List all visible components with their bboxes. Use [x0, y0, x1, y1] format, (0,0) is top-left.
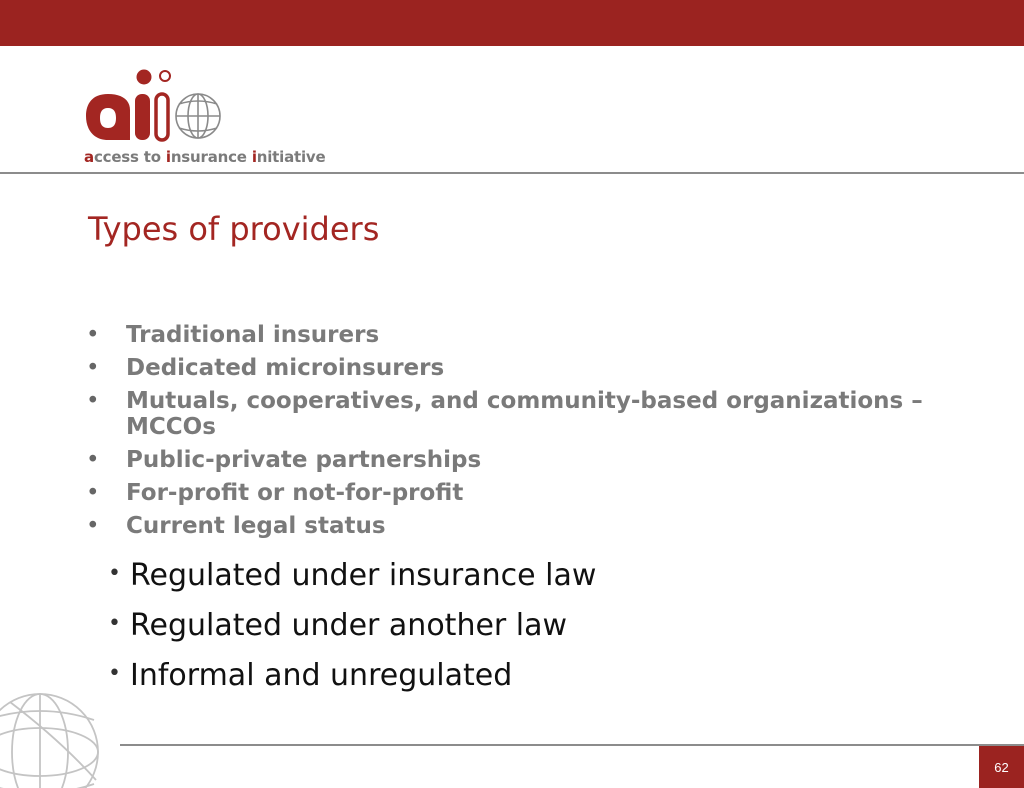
bullet-item: • Current legal status	[86, 513, 386, 539]
footer-divider	[120, 744, 1024, 746]
sub-bullet-glyph: •	[108, 661, 121, 686]
logo-letter-a	[86, 94, 130, 140]
sub-bullet-glyph: •	[108, 611, 121, 636]
bullet-item: • Public-private partnerships	[86, 447, 482, 473]
bullet-glyph: •	[86, 355, 100, 381]
sub-bullet-item: • Regulated under insurance law	[108, 558, 597, 593]
footer-globe-icon	[0, 680, 104, 788]
bullet-item: • Traditional insurers	[86, 322, 380, 348]
logo-letter-i2-stem	[156, 94, 168, 140]
bullet-item: • Mutuals, cooperatives, and community-based organizations – MCCOs	[86, 388, 923, 440]
bullet-item: • For-profit or not-for-profit	[86, 480, 464, 506]
bullet-glyph: •	[86, 322, 100, 348]
header-divider	[0, 172, 1024, 174]
sub-bullet-item: • Regulated under another law	[108, 608, 568, 643]
slide-title: Types of providers	[88, 210, 380, 248]
sub-bullet-glyph: •	[108, 561, 121, 586]
bullet-glyph: •	[86, 480, 100, 506]
bullet-glyph: •	[86, 388, 100, 414]
bullet-glyph: •	[86, 513, 100, 539]
page-number: 62	[979, 746, 1024, 788]
top-banner	[0, 0, 1024, 46]
bullet-glyph: •	[86, 447, 100, 473]
logo-globe-icon	[176, 94, 220, 138]
logo-letter-i-stem	[135, 94, 150, 140]
logo-letter-i2-dot	[160, 71, 170, 81]
bullet-item: • Dedicated microinsurers	[86, 355, 445, 381]
sub-bullet-item: • Informal and unregulated	[108, 658, 513, 693]
sub-bullet-list	[108, 558, 596, 708]
logo-tagline: access to insurance initiative	[84, 148, 326, 166]
logo-letter-i-dot	[137, 70, 152, 85]
bullet-list	[86, 322, 966, 546]
